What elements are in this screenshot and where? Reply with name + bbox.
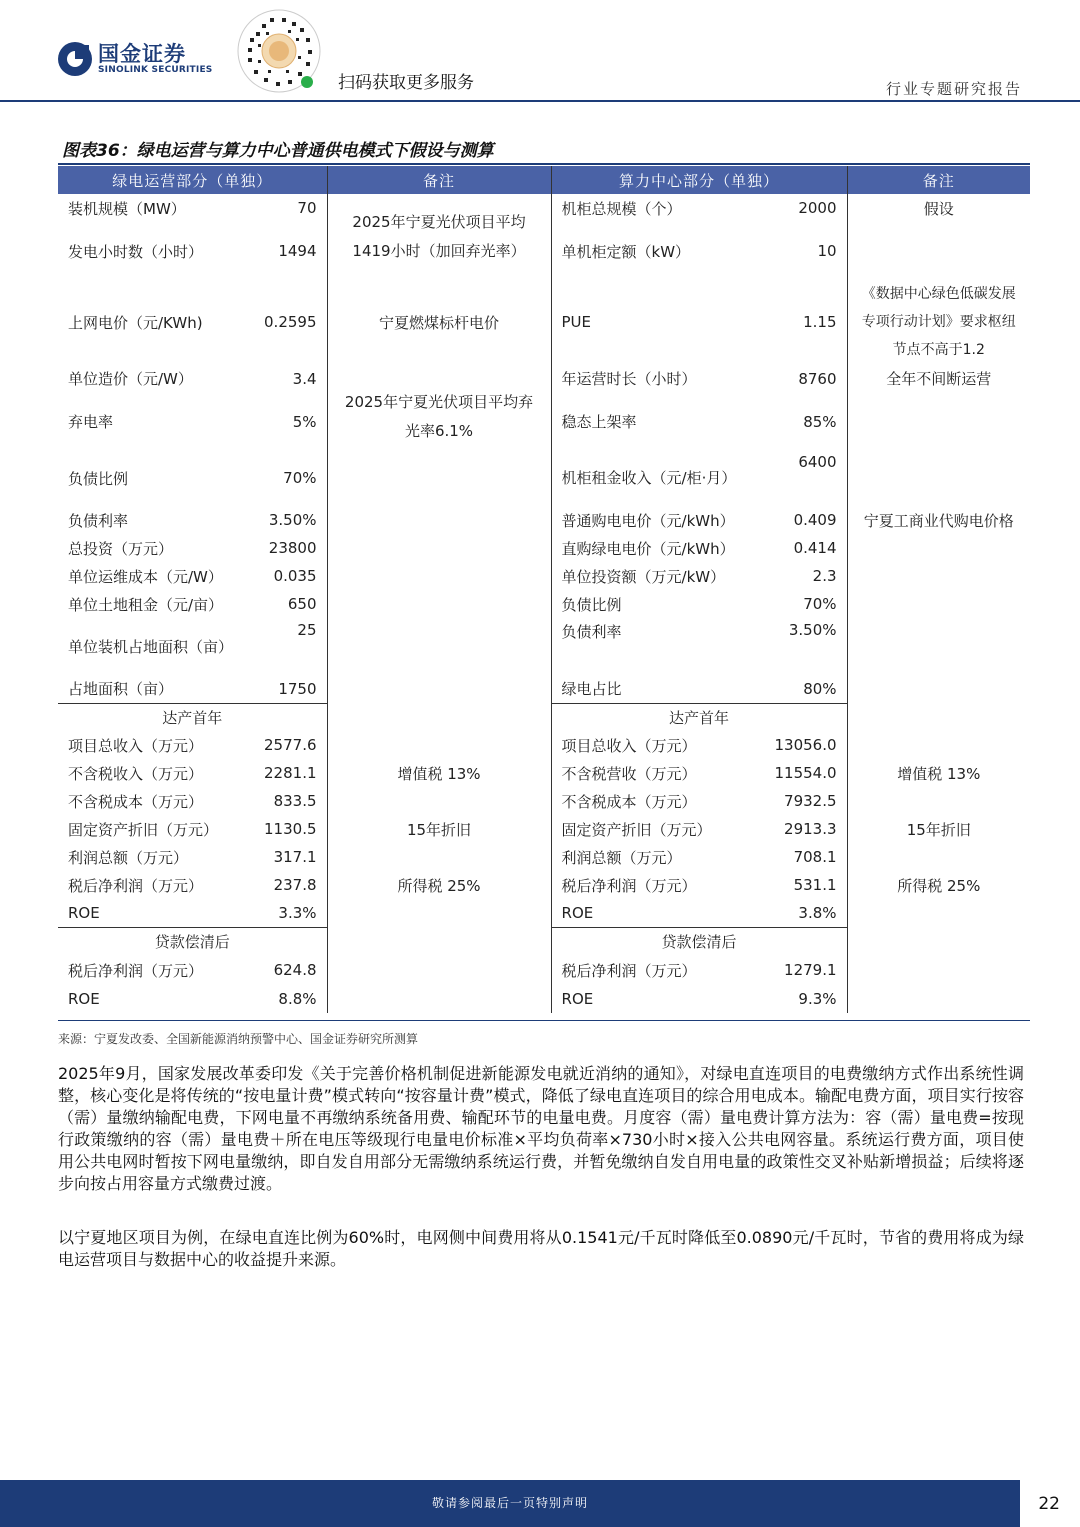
section-title-right: 贷款偿清后 (551, 927, 847, 956)
cell-value: 3.8% (761, 899, 847, 927)
section-title-left: 贷款偿清后 (58, 927, 327, 956)
cell-label: 负债利率 (561, 623, 622, 641)
table-row (58, 843, 1030, 871)
cell-label: 固定资产折旧（万元） (551, 815, 761, 843)
cell-value: 25 (246, 618, 327, 675)
cell-value: 237.8 (246, 871, 327, 899)
section-title-left: 达产首年 (58, 703, 327, 731)
cell-label: 项目总收入（万元） (551, 731, 761, 759)
figure-title: 图表36：绿电运营与算力中心普通供电模式下假设与测算 (62, 141, 494, 161)
table-row (58, 534, 1030, 562)
section-title-right: 达产首年 (551, 703, 847, 731)
cell-label: 装机规模（MW） (68, 199, 186, 218)
cell-label: 单机柜定额（kW） (561, 242, 691, 261)
cell-value: 2281.1 (246, 759, 327, 787)
header-note-right: 备注 (847, 166, 1030, 194)
cell-label: 单位投资额（万元/kW） (561, 567, 726, 586)
company-logo (58, 42, 212, 76)
note-pue: 《数据中心绿色低碳发展专项行动计划》要求枢纽节点不高于1.2 (861, 286, 1016, 358)
cell-label: 普通购电电价（元/kWh） (561, 511, 735, 530)
cell-label: 占地面积（亩） (68, 680, 174, 699)
cell-value: 1.15 (761, 280, 847, 364)
body-paragraph-2: 以宁夏地区项目为例，在绿电直连比例为60%时，电网侧中间费用将从0.1541元/千瓦时降低至0.0890元/千瓦时，节省的费用将成为绿电运营项目与数据中心的收益提升来源。 (58, 1228, 1024, 1269)
logo-icon (58, 42, 92, 76)
cell-value: 2000 (761, 194, 847, 222)
cell-label: 不含税成本（万元） (551, 787, 761, 815)
cell-value: 2.3 (761, 562, 847, 590)
page-number: 22 (1038, 1494, 1060, 1514)
cell-value: 0.2595 (246, 280, 327, 364)
cell-value: 5% (246, 393, 327, 450)
cell-label: 单位运维成本（元/W） (68, 567, 223, 586)
table-row (58, 731, 1030, 759)
cell-label: 不含税收入（万元） (68, 764, 204, 783)
cell-label: 单位装机占地面积（亩） (68, 637, 234, 656)
figure-rule (58, 163, 1030, 165)
cell-value: 624.8 (246, 956, 327, 984)
table-row (58, 450, 1030, 506)
table-header-row (58, 166, 1030, 194)
cell-value: 70% (761, 590, 847, 618)
note-dep-left: 15年折旧 (327, 815, 551, 843)
report-type: 行业专题研究报告 (885, 80, 1022, 98)
note-coal-price: 宁夏燃煤标杆电价 (327, 280, 551, 364)
cell-label: 机柜租金收入（元/柜·月） (561, 469, 737, 487)
table-row (58, 590, 1030, 618)
cell-value: 3.50% (246, 506, 327, 534)
table-row (58, 506, 1030, 534)
figure-source: 来源：宁夏发改委、全国新能源消纳预警中心、国金证券研究所测算 (58, 1032, 419, 1046)
cell-value: 2577.6 (246, 731, 327, 759)
cell-label: 利润总额（万元） (551, 843, 761, 871)
cell-value: 1494 (246, 222, 327, 280)
cell-value: 3.3% (246, 899, 327, 927)
cell-label: 不含税成本（万元） (68, 792, 204, 811)
cell-label: 单位土地租金（元/亩） (68, 595, 224, 614)
table-row (58, 618, 1030, 675)
cell-value: 1130.5 (246, 815, 327, 843)
note-vat-left: 增值税 13% (327, 759, 551, 787)
cell-label: 单位造价（元/W） (68, 370, 193, 388)
note-tax-right: 所得税 25% (897, 876, 981, 895)
cell-value: 8760 (761, 364, 847, 393)
logo-cn: 国金证券 (98, 41, 186, 66)
table-row (58, 562, 1030, 590)
cell-value: 708.1 (761, 843, 847, 871)
cell-label: 利润总额（万元） (68, 848, 189, 867)
cell-value: 317.1 (246, 843, 327, 871)
note-hours: 2025年宁夏光伏项目平均1419小时（加回弃光率） (327, 194, 551, 280)
cell-label: ROE (551, 984, 761, 1013)
cell-label: 总投资（万元） (68, 539, 174, 558)
cell-label: 项目总收入（万元） (68, 736, 204, 755)
logo-en: SINOLINK SECURITIES (98, 64, 213, 75)
cell-value: 3.50% (761, 618, 847, 675)
cell-value: 0.409 (761, 506, 847, 534)
qr-code-icon[interactable] (236, 8, 322, 94)
cell-label: ROE (68, 989, 100, 1008)
header-green-ops: 绿电运营部分（单独） (58, 166, 327, 194)
table-row (58, 194, 1030, 222)
cell-label: 绿电占比 (561, 680, 622, 699)
cell-value: 3.4 (246, 364, 327, 393)
cell-label: 机柜总规模（个） (561, 199, 682, 218)
table-row (58, 787, 1030, 815)
table-row (58, 899, 1030, 927)
note-tax-left: 所得税 25% (327, 871, 551, 899)
note-dep-right: 15年折旧 (906, 820, 971, 839)
table-row (58, 364, 1030, 393)
cell-value: 1279.1 (761, 956, 847, 984)
cell-label: 年运营时长（小时） (561, 370, 697, 388)
table-row (58, 759, 1030, 787)
cell-value: 2913.3 (761, 815, 847, 843)
cell-value: 23800 (246, 534, 327, 562)
cell-value: 6400 (761, 450, 847, 506)
cell-value: 13056.0 (761, 731, 847, 759)
page-header (0, 0, 1080, 102)
cell-value: 8.8% (246, 984, 327, 1013)
cell-value: 11554.0 (761, 759, 847, 787)
cell-label: 税后净利润（万元） (551, 871, 761, 899)
cell-label: PUE (561, 313, 592, 331)
cell-value: 0.035 (246, 562, 327, 590)
cell-label: 发电小时数（小时） (68, 242, 204, 261)
cell-value: 80% (761, 675, 847, 703)
source-rule (58, 1020, 1030, 1021)
note-vat-right: 增值税 13% (897, 764, 981, 783)
note-buy-price: 宁夏工商业代购电价格 (863, 511, 1014, 530)
cell-label: 稳态上架率 (561, 413, 637, 431)
cell-label: 直购绿电电价（元/kWh） (561, 539, 735, 558)
table-row (58, 984, 1030, 1013)
table-row (58, 871, 1030, 899)
cell-value: 7932.5 (761, 787, 847, 815)
page-footer (0, 1480, 1080, 1527)
cell-label: 不含税营收（万元） (551, 759, 761, 787)
cell-value: 9.3% (761, 984, 847, 1013)
cell-label: ROE (68, 903, 100, 922)
cell-label: 税后净利润（万元） (68, 876, 204, 895)
cell-value: 1750 (246, 675, 327, 703)
cell-value: 70% (246, 450, 327, 506)
note-curtail: 2025年宁夏光伏项目平均弃光率6.1% (327, 364, 551, 450)
cell-value: 70 (246, 194, 327, 222)
table-row (58, 815, 1030, 843)
cell-label: 负债比例 (561, 595, 622, 614)
cell-value: 531.1 (761, 871, 847, 899)
cell-label: 税后净利润（万元） (551, 956, 761, 984)
cell-value: 833.5 (246, 787, 327, 815)
cell-label: 税后净利润（万元） (68, 961, 204, 980)
cell-label: 弃电率 (68, 413, 114, 431)
cell-value: 85% (761, 393, 847, 450)
table-row (58, 280, 1030, 364)
cell-label: 固定资产折旧（万元） (68, 820, 219, 839)
scan-service-text: 扫码获取更多服务 (338, 73, 474, 93)
cell-value: 10 (761, 222, 847, 280)
assumption-table (58, 166, 1030, 1013)
cell-label: 负债利率 (68, 511, 129, 530)
footer-disclaimer[interactable]: 敬请参阅最后一页特别声明 (0, 1480, 1020, 1527)
cell-label: ROE (551, 899, 761, 927)
cell-value: 0.414 (761, 534, 847, 562)
body-paragraph-1: 2025年9月，国家发展改革委印发《关于完善价格机制促进新能源发电就近消纳的通知》，对绿电直连项目的电费缴纳方式作出系统性调整，核心变化是将传统的“按电量计费”模式转向“按容量计费”模式，降低了绿电直连项目的综合用电成本。输配电费方面，项目实行按容（需）量缴纳输配电费，下网电量不再缴纳系统备用费、输配环节的电量电费。月度容（需）量电费计算方法为：容（需）量电费=按现行政策缴纳的容（需）量电费＋所在电压等级现行电量电价标准×平均负荷率×730小时×接入公共电网容量。系统运行费方面，项目使用公共电网时暂按下网电量缴纳，即自发自用部分无需缴纳系统运行费，并暂免缴纳自发自用电量的政策性交叉补贴新增损益；后续将逐步向按占用容量方式缴费过渡。 (58, 1064, 1024, 1193)
table-row (58, 675, 1030, 703)
table-row (58, 956, 1030, 984)
cell-label: 负债比例 (68, 469, 129, 488)
note-hours-right: 全年不间断运营 (886, 370, 992, 388)
section-row (58, 927, 1030, 956)
header-note-left: 备注 (327, 166, 551, 194)
cell-label: 上网电价（元/KWh) (68, 313, 203, 332)
header-compute: 算力中心部分（单独） (551, 166, 847, 194)
section-row (58, 703, 1030, 731)
header-rule (0, 100, 1080, 102)
cell-value: 650 (246, 590, 327, 618)
note-assume: 假设 (923, 199, 954, 218)
